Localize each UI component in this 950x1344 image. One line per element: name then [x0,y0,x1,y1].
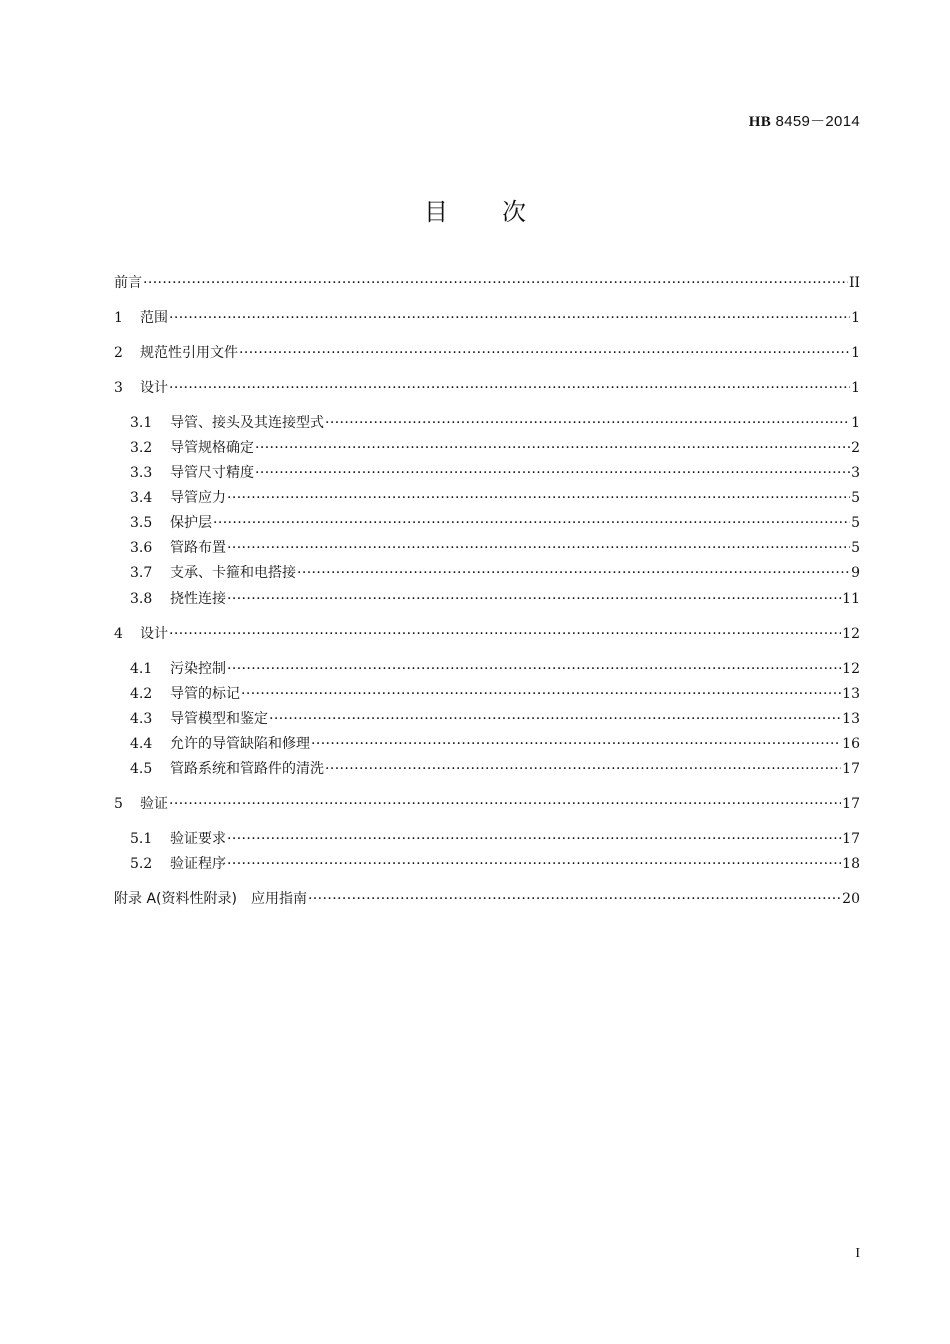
toc-entry[interactable] [130,684,860,704]
toc-entry-label: 管路布置 [170,540,226,556]
toc-entry-number: 3.5 [130,515,153,531]
toc-entry[interactable] [130,854,860,874]
toc-leader-dots [269,709,841,729]
toc-leader-dots [227,589,841,609]
toc-leader-dots [297,563,850,583]
toc-entry-label: 验证程序 [170,856,226,872]
toc-entry-page: 16 [842,736,860,752]
toc-entry-label: 导管、接头及其连接型式 [170,415,324,431]
toc-entry[interactable] [130,488,860,508]
toc-entry-label: 导管应力 [170,490,226,506]
toc-entry-page: 17 [842,761,860,777]
toc-entry-page: 20 [842,891,860,907]
toc-leader-dots [143,273,848,293]
toc-entry[interactable] [114,273,860,293]
toc-entry-label: 导管的标记 [170,686,240,702]
toc-entry-label: 前言 [114,275,142,291]
toc-entry-page: 5 [851,515,860,531]
toc-entry-page: 1 [851,415,860,431]
toc-entry[interactable] [130,438,860,458]
standard-number: 8459－2014 [775,113,860,130]
toc-entry-label: 保护层 [170,515,212,531]
toc-entry-page: 2 [851,440,860,456]
toc-entry[interactable] [130,589,860,609]
toc-entry[interactable] [130,759,860,779]
toc-entry-label: 支承、卡箍和电搭接 [170,565,296,581]
toc-entry-number: 3.6 [130,540,153,556]
toc-entry-label: 设计 [140,626,168,642]
toc-leader-dots [227,538,850,558]
toc-entry-page: 13 [842,711,860,727]
toc-entry-number: 3.1 [130,415,153,431]
toc-entry[interactable] [130,513,860,533]
toc-entry[interactable] [130,709,860,729]
toc-entry[interactable] [130,463,860,483]
toc-entry-page: 1 [851,310,860,326]
toc-entry-label: 范围 [140,310,168,326]
toc-entry-number: 3.4 [130,490,153,506]
toc-entry-number: 3.7 [130,565,153,581]
toc-entry[interactable] [130,734,860,754]
toc-entry-number: 4.5 [130,761,153,777]
toc-entry-label: 污染控制 [170,661,226,677]
toc-leader-dots [325,413,850,433]
title-char-1: 目 [424,198,448,226]
toc-entry-page: 12 [842,661,860,677]
toc-entry-page: 17 [842,831,860,847]
toc-entry-page: 18 [842,856,860,872]
toc-entry[interactable] [130,659,860,679]
toc-entry-label: 验证 [140,796,168,812]
toc-entry[interactable] [130,563,860,583]
toc-entry-label: 挠性连接 [170,591,226,607]
toc-entry-number: 1 [114,310,123,326]
toc-entry[interactable] [114,308,860,328]
toc-entry-label: 管路系统和管路件的清洗 [170,761,324,777]
toc-entry-page: 11 [842,591,860,607]
toc-leader-dots [311,734,841,754]
page-title [0,192,950,227]
toc-entry-number: 4.1 [130,661,153,677]
standard-code [749,110,860,131]
toc-entry-page: 1 [851,380,860,396]
toc-entry-number: 5.2 [130,856,153,872]
toc-entry-label: 规范性引用文件 [140,345,238,361]
toc-entry-label: 导管模型和鉴定 [170,711,268,727]
toc-entry-label: 允许的导管缺陷和修理 [170,736,310,752]
toc-entry-page: 5 [851,490,860,506]
toc-entry-number: 5.1 [130,831,153,847]
toc-leader-dots [255,463,850,483]
toc-entry-page: 17 [842,796,860,812]
toc-entry-number: 4.4 [130,736,153,752]
toc-entry-number: 3.2 [130,440,153,456]
toc-entry[interactable] [114,889,860,909]
toc-entry[interactable] [114,378,860,398]
toc-leader-dots [308,889,841,909]
toc-entry[interactable] [130,538,860,558]
toc-entry-page: 9 [851,565,860,581]
standard-prefix: HB [748,114,772,130]
toc-leader-dots [227,659,841,679]
toc-entry-page: 5 [851,540,860,556]
toc-leader-dots [255,438,850,458]
toc-entry-number: 4.3 [130,711,153,727]
toc-entry-number: 4 [114,626,123,642]
toc-entry-label: 附录 A(资料性附录) 应用指南 [114,891,307,907]
toc-leader-dots [241,684,841,704]
toc-entry-label: 导管规格确定 [170,440,254,456]
toc-leader-dots [169,794,841,814]
toc-entry-number: 4.2 [130,686,153,702]
toc-leader-dots [227,829,841,849]
toc-entry-number: 5 [114,796,123,812]
toc-entry[interactable] [114,343,860,363]
toc-leader-dots [227,854,841,874]
toc-leader-dots [169,624,841,644]
toc-entry-page: 3 [851,465,860,481]
toc-entry[interactable] [130,413,860,433]
toc-entry-label: 导管尺寸精度 [170,465,254,481]
toc-entry-page: II [848,275,860,291]
toc-entry-page: 13 [842,686,860,702]
toc-entry[interactable] [114,794,860,814]
toc-leader-dots [325,759,841,779]
toc-entry-label: 验证要求 [170,831,226,847]
toc-leader-dots [169,308,850,328]
toc-leader-dots [169,378,850,398]
toc-entry[interactable] [130,829,860,849]
toc-entry-number: 2 [114,345,123,361]
title-char-2: 次 [502,198,526,226]
toc-entry-number: 3.3 [130,465,153,481]
toc-entry-number: 3 [114,380,123,396]
toc-entry-label: 设计 [140,380,168,396]
toc-leader-dots [239,343,850,363]
toc-leader-dots [213,513,850,533]
toc-entry-page: 1 [851,345,860,361]
toc-entry-number: 3.8 [130,591,153,607]
toc-entry-page: 12 [842,626,860,642]
page-number: I [855,1246,860,1261]
toc-entry[interactable] [114,624,860,644]
toc-leader-dots [227,488,850,508]
